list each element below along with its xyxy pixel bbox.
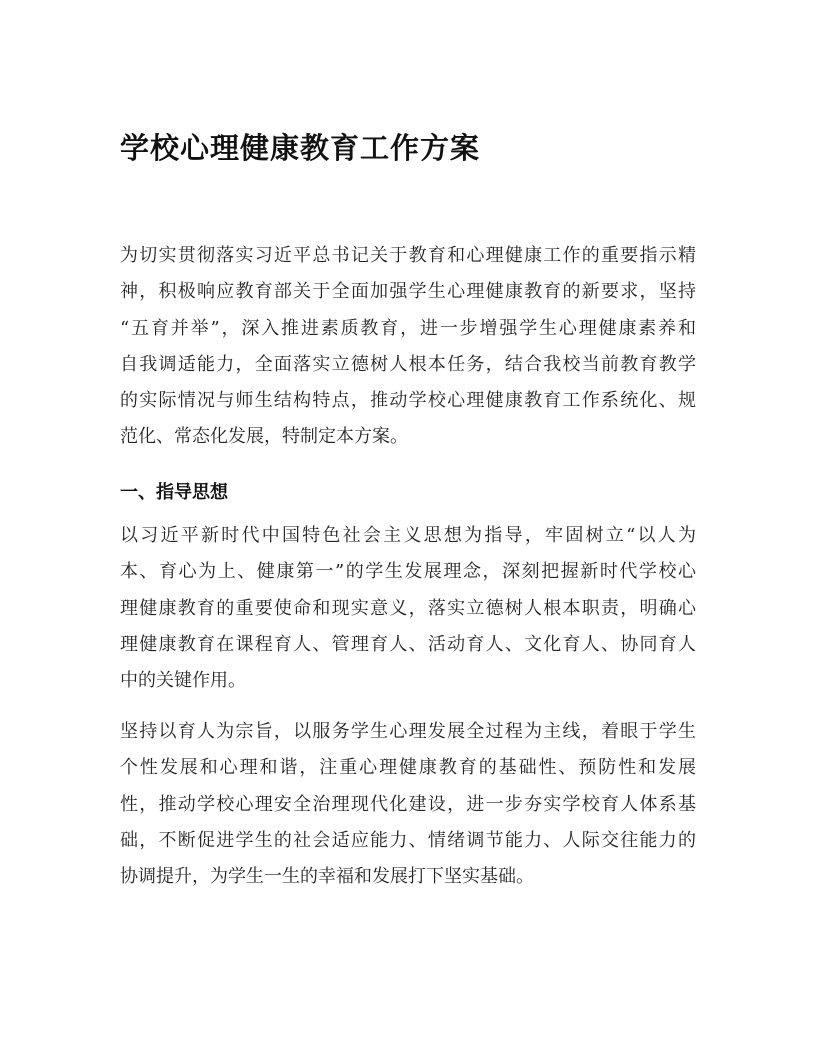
text-line: “五育并举”，深入推进素质教育，进一步增强学生心理健康素养和: [120, 317, 696, 339]
guiding-ideology-paragraph-2: [120, 714, 696, 895]
text-line: 以习近平新时代中国特色社会主义思想为指导，牢固树立“以人为: [120, 525, 696, 546]
text-line: 本、育心为上、健康第一”的学生发展理念，深刻把握新时代学校心: [120, 561, 696, 583]
text-line: 范化、常态化发展，特制定本方案。: [120, 426, 408, 448]
text-line: 协调提升，为学生一生的幸福和发展打下坚实基础。: [120, 866, 534, 888]
text-line: 为切实贯彻落实习近平总书记关于教育和心理健康工作的重要指示精: [120, 245, 696, 266]
section-heading-guiding-ideology: 一、指导思想: [120, 482, 228, 503]
document-title: 学校心理健康教育工作方案: [120, 131, 481, 165]
text-line: 自我调适能力，全面落实立德树人根本任务，结合我校当前教育教学: [120, 353, 696, 375]
text-line: 性，推动学校心理安全治理现代化建设，进一步夯实学校育人体系基: [120, 793, 696, 815]
text-line: 础，不断促进学生的社会适应能力、情绪调节能力、人际交往能力的: [120, 829, 696, 851]
text-line: 理健康教育的重要使命和现实意义，落实立德树人根本职责，明确心: [120, 597, 696, 619]
text-line: 理健康教育在课程育人、管理育人、活动育人、文化育人、协同育人: [120, 633, 696, 655]
guiding-ideology-paragraph-1: [120, 518, 696, 699]
text-line: 中的关键作用。: [120, 670, 246, 692]
text-line: 神，积极响应教育部关于全面加强学生心理健康教育的新要求，坚持: [120, 281, 696, 303]
text-line: 坚持以育人为宗旨，以服务学生心理发展全过程为主线，着眼于学生: [120, 721, 696, 742]
text-line: 个性发展和心理和谐，注重心理健康教育的基础性、预防性和发展: [120, 757, 696, 779]
text-line: 的实际情况与师生结构特点，推动学校心理健康教育工作系统化、规: [120, 390, 696, 412]
intro-paragraph: [120, 238, 696, 456]
